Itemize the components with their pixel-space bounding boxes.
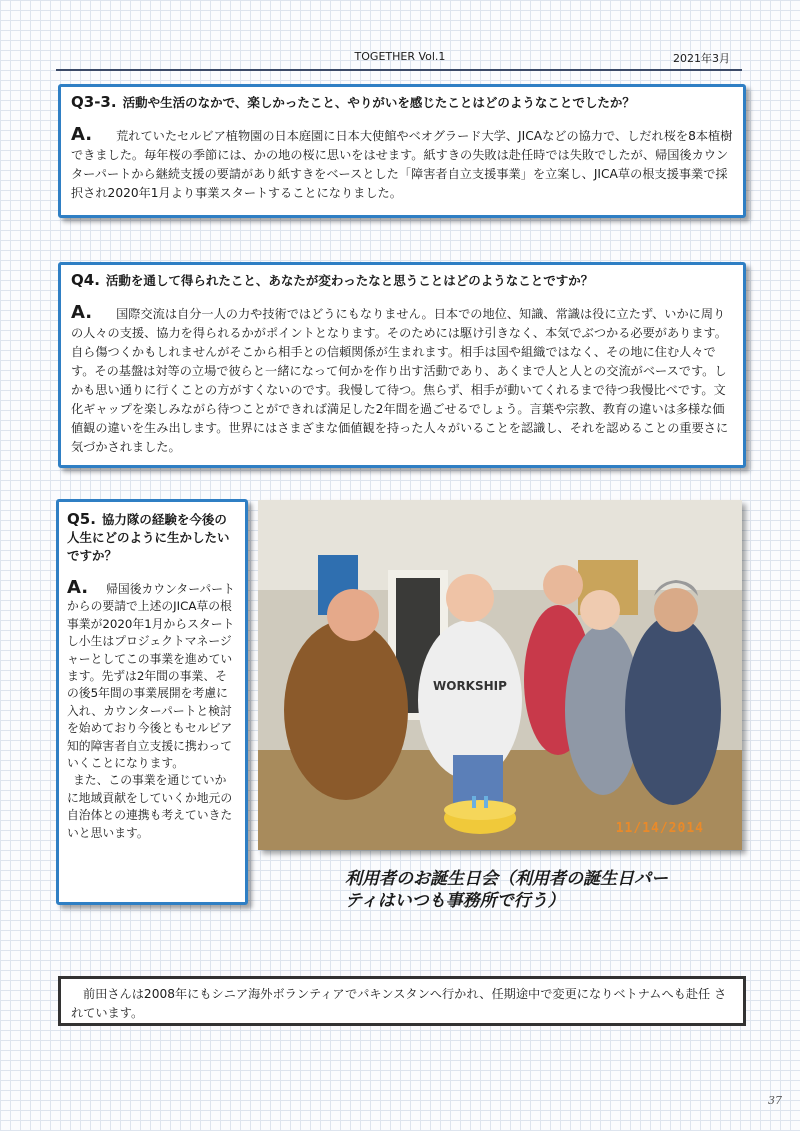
birthday-party-photo (258, 500, 742, 850)
q5-answer-text: 帰国後カウンターパートからの要請で上述のJICA草の根事業が2020年1月からスタートし小生はプロジェクトマネージャーとしてこの事業を進めています。先ずは2年間の事業、その後5年間の事業展開を考慮に入れ、カウンターパートと検討を始めており今後ともセルビア知的障害者自立支援に携わっていくことになります。 (67, 582, 235, 771)
note-box (58, 976, 746, 1026)
q3-3-answer-text: 荒れていたセルビア植物園の日本庭園に日本大使館やベオグラード大学、JICAなどの協力で、しだれ桜を8本植樹できました。毎年桜の季節には、かの地の桜に思いをはせます。紙すきの失敗は赴任時では失敗でしたが、帰国後カウンターパートから継続支援の要請があり紙すきをベースとした「障害者自立支援事業」を立案し、JICA草の根支援事業で採択され2020年1月より事業スタートすることになりました。 (71, 129, 733, 200)
q3-3-answer-mark: A. (71, 124, 93, 145)
q3-3-question (71, 93, 733, 111)
q5-answer (67, 579, 237, 842)
q5-question-text: 協力隊の経験を今後の人生にどのように生かしたいですか？ (67, 512, 230, 563)
q4-number: Q4. (71, 271, 100, 289)
q4-question-text: 活動を通して得られたこと、あなたが変わったなと思うことはどのようなことですか？ (105, 273, 594, 288)
sweatshirt-text: WORKSHIP (433, 679, 507, 693)
q4-box (58, 262, 746, 468)
header-rule (56, 69, 742, 71)
q5-box (56, 499, 248, 905)
note-text: 前田さんは2008年にもシニア海外ボランティアでパキンスタンへ行かれ、任期途中で変更になりベトナムへも赴任 されています。 (71, 987, 727, 1020)
q5-number: Q5. (67, 510, 96, 528)
q3-3-box (58, 84, 746, 218)
header-date: 2021年3月 (673, 52, 730, 65)
q4-answer-text: 国際交流は自分一人の力や技術ではどうにもなりません。日本での地位、知識、常識は役に立たず、いかに周りの人々の支援、協力を得られるかがポイントとなります。そのためには駆け引きなく、本気でぶつかる必要があります。自ら傷つくかもしれませんがそこから相手との信頼関係が生まれます。相手は国や組織ではなく、その地に住む人々です。その基盤は対等の立場で彼らと一緒になって何かを作り出す活動であり、あくまで人と人との交流がベースです。しかも思い通りに行くことの方がすくないのです。我慢して待つ。焦らず、相手が動いてくれるまで待つ我慢比べです。文化ギャップを楽しみながら待つことができれば満足した2年間を過ごせるでしょう。言葉や宗教、教育の違いは多様な価値観の違いを生み出します。世界にはさまざまな価値観を持った人々がいることを認識し、それを認めることの重要さに気づかされました。 (71, 307, 729, 454)
header-title: TOGETHER Vol.1 (354, 50, 446, 63)
q3-3-question-text: 活動や生活のなかで、楽しかったこと、やりがいを感じたことはどのようなことでしたか？ (122, 95, 635, 110)
q4-answer-mark: A. (71, 302, 93, 323)
q3-3-answer (71, 125, 733, 203)
q3-3-number: Q3-3. (71, 93, 117, 111)
page-number: 37 (768, 1094, 782, 1107)
q5-question (67, 510, 237, 565)
q5-answer-mark: A. (67, 577, 89, 598)
photo-illustration (258, 500, 742, 850)
q4-question (71, 271, 733, 289)
photo-date-stamp: 11/14/2014 (615, 821, 704, 836)
photo-caption: 利用者のお誕生日会（利用者の誕生日パーティはいつも事務所で行う） (345, 869, 668, 911)
q4-answer (71, 303, 733, 457)
q5-answer-text-2: また、この事業を通じていかに地域貢献をしていくか地元の自治体との連携も考えていきたいと思います。 (67, 773, 233, 840)
